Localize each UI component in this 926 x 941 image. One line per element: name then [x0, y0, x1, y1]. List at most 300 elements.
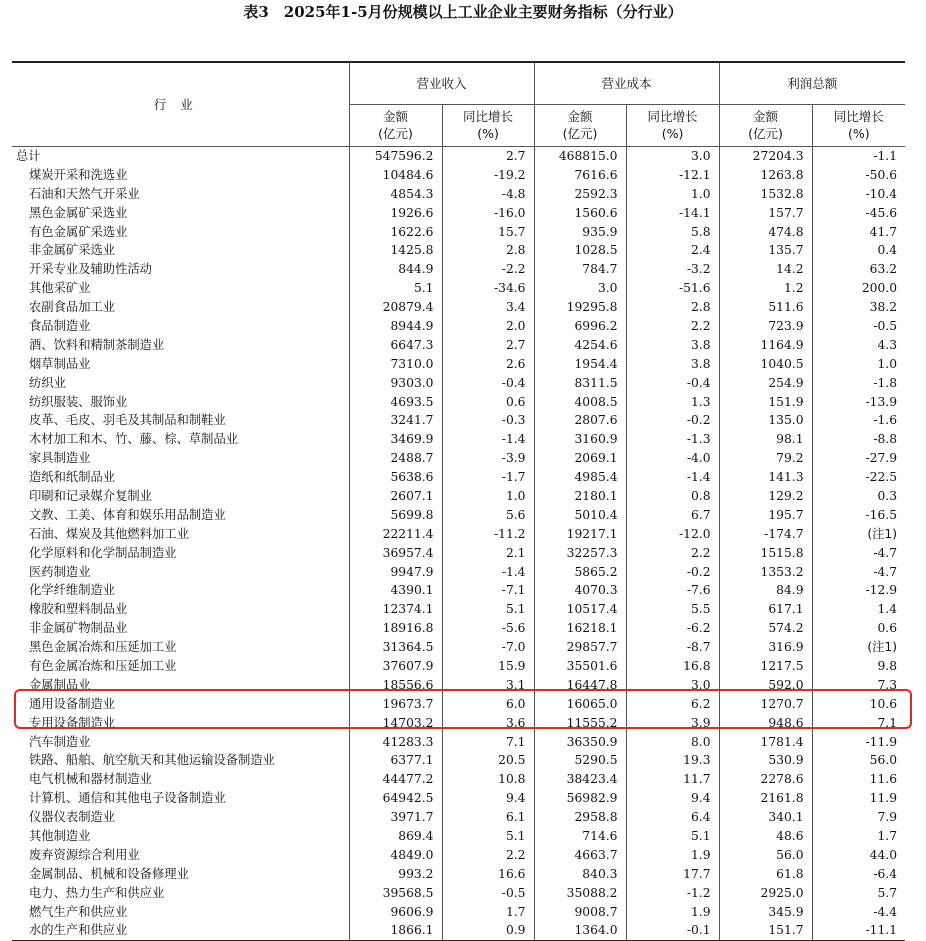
- table-row: [12, 279, 905, 298]
- cell-rev-g: 3.4: [442, 298, 534, 317]
- cell-cost-g: -1.4: [626, 468, 719, 487]
- cell-name: 燃气生产和供应业: [12, 902, 349, 921]
- cell-cost: 5290.5: [534, 751, 626, 770]
- cell-cost: 1364.0: [534, 921, 626, 940]
- cell-cost-g: 1.9: [626, 845, 719, 864]
- table-row: [12, 921, 905, 940]
- table-row: [12, 430, 905, 449]
- cell-profit-g: 44.0: [869, 847, 898, 862]
- cell-cost: 38423.4: [534, 770, 626, 789]
- cost-amount-header: 金额 (亿元): [534, 104, 626, 146]
- cell-cost-g: 2.2: [626, 543, 719, 562]
- industry-header: 行业: [12, 62, 349, 146]
- cell-cost-g: -0.2: [626, 411, 719, 430]
- cell-cost: 935.9: [534, 222, 626, 241]
- cost-header: 营业成本: [534, 62, 719, 104]
- cell-rev: 39568.5: [349, 883, 442, 902]
- cell-name: 金属制品、机械和设备修理业: [12, 864, 349, 883]
- cell-rev-g: 20.5: [442, 751, 534, 770]
- cell-name: 有色金属冶炼和压延加工业: [12, 657, 349, 676]
- table-row: [12, 165, 905, 184]
- revenue-amount-header: 金额 (亿元): [349, 104, 442, 146]
- table-row: [12, 789, 905, 808]
- table-row: [12, 751, 905, 770]
- table-row: [12, 241, 905, 260]
- cell-profit: 129.2: [719, 487, 812, 506]
- cell-rev-g: 1.7: [442, 902, 534, 921]
- cell-rev-g: -11.2: [442, 524, 534, 543]
- cell-name: 专用设备制造业: [12, 713, 349, 732]
- cell-rev: 1622.6: [349, 222, 442, 241]
- cell-profit: 1353.2: [719, 562, 812, 581]
- cell-cost: 4663.7: [534, 845, 626, 864]
- cell-name: 非金属矿采选业: [12, 241, 349, 260]
- cell-name: 橡胶和塑料制品业: [12, 600, 349, 619]
- cell-cost-g: 9.4: [626, 789, 719, 808]
- table-row: [12, 638, 905, 657]
- cell-rev-g: -7.1: [442, 581, 534, 600]
- cell-rev: 5699.8: [349, 505, 442, 524]
- cell-cost-g: 8.0: [626, 732, 719, 751]
- cell-cost-g: 3.8: [626, 335, 719, 354]
- table-row: [12, 657, 905, 676]
- cell-profit-g: -13.9: [865, 394, 898, 409]
- table-row: [12, 373, 905, 392]
- cell-rev: 14703.2: [349, 713, 442, 732]
- cell-rev: 8944.9: [349, 317, 442, 336]
- cell-cost-g: -6.2: [626, 619, 719, 638]
- cell-profit-g: -11.9: [865, 734, 898, 749]
- cell-cost-g: -1.2: [626, 883, 719, 902]
- cell-profit: 948.6: [719, 713, 812, 732]
- cell-rev: 18916.8: [349, 619, 442, 638]
- cell-cost-g: 3.8: [626, 354, 719, 373]
- cell-rev: 993.2: [349, 864, 442, 883]
- cell-profit-g: 1.0: [877, 356, 898, 371]
- cell-cost-g: -1.3: [626, 430, 719, 449]
- cell-rev: 4390.1: [349, 581, 442, 600]
- cell-profit-g: -10.4: [865, 186, 898, 201]
- cell-profit-g: -22.5: [865, 470, 898, 485]
- cell-rev-g: 3.6: [442, 713, 534, 732]
- cell-rev-g: 2.8: [442, 241, 534, 260]
- cell-cost: 6996.2: [534, 317, 626, 336]
- financial-indicators-table: [12, 61, 905, 941]
- cell-profit: 316.9: [719, 638, 812, 657]
- cell-profit: 1040.5: [719, 354, 812, 373]
- cell-profit-g: 1.7: [877, 829, 898, 843]
- cell-profit-g: -0.5: [873, 318, 898, 333]
- cell-name: 仪器仪表制造业: [12, 808, 349, 827]
- cell-name: 煤炭开采和洗选业: [12, 165, 349, 184]
- cell-profit-g: (注1): [867, 640, 898, 655]
- cell-profit-g: 0.6: [877, 621, 898, 636]
- cell-profit: 340.1: [719, 808, 812, 827]
- cell-name: 电气机械和器材制造业: [12, 770, 349, 789]
- cell-rev: 10484.6: [349, 165, 442, 184]
- cell-profit-g: -11.1: [865, 923, 898, 938]
- cell-name: 石油和天然气开采业: [12, 184, 349, 203]
- table-row: [12, 222, 905, 241]
- table-row: [12, 468, 905, 487]
- cell-profit: 1781.4: [719, 732, 812, 751]
- cell-rev-g: -1.4: [442, 430, 534, 449]
- cell-name: 汽车制造业: [12, 732, 349, 751]
- cell-name: 纺织业: [12, 373, 349, 392]
- cell-name: 农副食品加工业: [12, 298, 349, 317]
- cell-profit-g: -12.9: [865, 583, 898, 598]
- table-row: [12, 487, 905, 506]
- cell-cost-g: 5.1: [626, 827, 719, 846]
- table-row: [12, 619, 905, 638]
- cell-profit: 723.9: [719, 317, 812, 336]
- cell-profit: 141.3: [719, 468, 812, 487]
- cell-rev-g: -19.2: [442, 165, 534, 184]
- cell-rev: 31364.5: [349, 638, 442, 657]
- cell-name: 纺织服装、服饰业: [12, 392, 349, 411]
- revenue-header: 营业收入: [349, 62, 534, 104]
- profit-amount-header: 金额 (亿元): [719, 104, 812, 146]
- cell-name: 印刷和记录媒介复制业: [12, 487, 349, 506]
- cell-name: 食品制造业: [12, 317, 349, 336]
- cell-rev-g: 2.2: [442, 845, 534, 864]
- cell-cost: 840.3: [534, 864, 626, 883]
- table-row: [12, 808, 905, 827]
- cell-cost: 468815.0: [534, 146, 626, 165]
- cell-name: 医药制造业: [12, 562, 349, 581]
- cell-rev: 22211.4: [349, 524, 442, 543]
- cell-name: 通用设备制造业: [12, 694, 349, 713]
- revenue-growth-header: 同比增长 (%): [442, 104, 534, 146]
- cell-profit: 14.2: [719, 260, 812, 279]
- cell-profit: 1164.9: [719, 335, 812, 354]
- cell-profit: 56.0: [719, 845, 812, 864]
- cell-cost: 16065.0: [534, 694, 626, 713]
- cell-rev-g: 5.1: [442, 827, 534, 846]
- cell-cost-g: -4.0: [626, 449, 719, 468]
- cell-rev: 6377.1: [349, 751, 442, 770]
- cell-name: 家具制造业: [12, 449, 349, 468]
- table-row: [12, 770, 905, 789]
- cell-cost: 2958.8: [534, 808, 626, 827]
- cell-cost: 56982.9: [534, 789, 626, 808]
- cell-name: 化学原料和化学制品制造业: [12, 543, 349, 562]
- cell-rev: 844.9: [349, 260, 442, 279]
- cell-cost-g: 2.2: [626, 317, 719, 336]
- cell-cost: 32257.3: [534, 543, 626, 562]
- cell-name: 化学纤维制造业: [12, 581, 349, 600]
- cell-rev-g: 0.9: [442, 921, 534, 940]
- cell-rev-g: -34.6: [442, 279, 534, 298]
- cell-rev-g: 15.7: [442, 222, 534, 241]
- cell-cost: 1954.4: [534, 354, 626, 373]
- cell-cost-g: -7.6: [626, 581, 719, 600]
- cell-cost-g: 11.7: [626, 770, 719, 789]
- cell-rev: 18556.6: [349, 675, 442, 694]
- cell-rev-g: 1.0: [442, 487, 534, 506]
- cell-rev-g: -3.9: [442, 449, 534, 468]
- cell-name: 文教、工美、体育和娱乐用品制造业: [12, 505, 349, 524]
- cell-rev-g: 3.1: [442, 675, 534, 694]
- cell-cost-g: 17.7: [626, 864, 719, 883]
- cell-cost: 11555.2: [534, 713, 626, 732]
- cell-rev-g: 2.1: [442, 543, 534, 562]
- cell-profit-g: -4.7: [873, 564, 898, 579]
- cell-cost-g: 0.8: [626, 487, 719, 506]
- cell-profit-g: -6.4: [873, 866, 898, 881]
- cell-profit-g: 9.8: [877, 658, 898, 673]
- cell-profit-g: 10.6: [869, 696, 898, 711]
- cell-cost-g: -51.6: [626, 279, 719, 298]
- cell-rev-g: 6.1: [442, 808, 534, 827]
- cell-profit-g: 200.0: [861, 281, 898, 296]
- cell-cost: 10517.4: [534, 600, 626, 619]
- cell-profit: 617.1: [719, 600, 812, 619]
- cell-profit: 530.9: [719, 751, 812, 770]
- cell-profit-g: 63.2: [869, 262, 898, 277]
- cell-profit: 1263.8: [719, 165, 812, 184]
- cell-rev: 9606.9: [349, 902, 442, 921]
- table-row: [12, 298, 905, 317]
- cell-rev: 64942.5: [349, 789, 442, 808]
- cell-cost: 2807.6: [534, 411, 626, 430]
- cell-cost-g: 1.3: [626, 392, 719, 411]
- table-row: [12, 581, 905, 600]
- cell-cost-g: -0.2: [626, 562, 719, 581]
- cell-rev-g: -5.6: [442, 619, 534, 638]
- cell-profit: 511.6: [719, 298, 812, 317]
- cell-name: 皮革、毛皮、羽毛及其制品和制鞋业: [12, 411, 349, 430]
- cell-cost-g: 1.9: [626, 902, 719, 921]
- table-row: [12, 562, 905, 581]
- cell-rev: 3241.7: [349, 411, 442, 430]
- cell-cost-g: 6.4: [626, 808, 719, 827]
- cell-rev-g: 10.8: [442, 770, 534, 789]
- cell-rev: 869.4: [349, 827, 442, 846]
- cell-cost: 2180.1: [534, 487, 626, 506]
- cell-cost: 1028.5: [534, 241, 626, 260]
- table-row: [12, 449, 905, 468]
- cell-rev: 2488.7: [349, 449, 442, 468]
- cell-rev-g: -1.7: [442, 468, 534, 487]
- cell-cost: 784.7: [534, 260, 626, 279]
- cell-cost: 19217.1: [534, 524, 626, 543]
- cell-cost-g: -3.2: [626, 260, 719, 279]
- cell-cost: 35501.6: [534, 657, 626, 676]
- cell-cost-g: -0.4: [626, 373, 719, 392]
- cell-profit-g: -4.7: [873, 545, 898, 560]
- cell-profit-g: -50.6: [865, 167, 898, 182]
- cell-rev: 19673.7: [349, 694, 442, 713]
- cell-rev-g: 0.6: [442, 392, 534, 411]
- table-row: [12, 883, 905, 902]
- cell-cost: 16218.1: [534, 619, 626, 638]
- cell-cost-g: 5.5: [626, 600, 719, 619]
- table-title: 表3 2025年1-5月份规模以上工业企业主要财务指标（分行业）: [243, 3, 683, 21]
- cell-profit: 61.8: [719, 864, 812, 883]
- cell-name: 黑色金属冶炼和压延加工业: [12, 638, 349, 657]
- cell-profit: 27204.3: [719, 146, 812, 165]
- cell-cost-g: 3.0: [626, 675, 719, 694]
- cell-cost-g: 3.0: [626, 146, 719, 165]
- cell-cost-g: 5.8: [626, 222, 719, 241]
- table-row: [12, 317, 905, 336]
- cell-profit-g: -8.8: [873, 432, 898, 447]
- cell-name: 铁路、船舶、航空航天和其他运输设备制造业: [12, 751, 349, 770]
- cell-rev: 3469.9: [349, 430, 442, 449]
- cell-rev: 4854.3: [349, 184, 442, 203]
- cell-rev-g: -16.0: [442, 203, 534, 222]
- profit-growth-header: 同比增长 (%): [812, 104, 905, 146]
- cell-rev: 5638.6: [349, 468, 442, 487]
- cell-profit-g: 0.3: [877, 488, 898, 503]
- cell-cost-g: 1.0: [626, 184, 719, 203]
- cell-profit: -174.7: [719, 524, 812, 543]
- cell-cost-g: -12.1: [626, 165, 719, 184]
- cell-name: 烟草制品业: [12, 354, 349, 373]
- cell-name: 其他制造业: [12, 827, 349, 846]
- cell-profit-g: (注1): [867, 526, 898, 541]
- table-row: [12, 827, 905, 846]
- cell-profit-g: 56.0: [869, 753, 898, 768]
- cell-profit-g: -16.5: [865, 507, 898, 522]
- cell-cost: 4254.6: [534, 335, 626, 354]
- cell-cost-g: 3.9: [626, 713, 719, 732]
- cell-name: 黑色金属矿采选业: [12, 203, 349, 222]
- table-row: [12, 260, 905, 279]
- table-row: [12, 902, 905, 921]
- cell-rev: 12374.1: [349, 600, 442, 619]
- cell-profit-g: 38.2: [869, 300, 898, 315]
- cell-cost-g: -0.1: [626, 921, 719, 940]
- cell-cost-g: 6.7: [626, 505, 719, 524]
- cell-cost: 4985.4: [534, 468, 626, 487]
- cell-rev: 37607.9: [349, 657, 442, 676]
- cell-profit-g: 41.7: [869, 224, 898, 239]
- cell-name: 非金属矿物制品业: [12, 619, 349, 638]
- cell-profit-g: 11.9: [869, 791, 898, 806]
- cell-rev: 9303.0: [349, 373, 442, 392]
- cell-rev-g: 15.9: [442, 657, 534, 676]
- cell-name: 造纸和纸制品业: [12, 468, 349, 487]
- table-row: [12, 203, 905, 222]
- cell-profit-g: -45.6: [865, 205, 898, 220]
- cell-cost: 29857.7: [534, 638, 626, 657]
- cell-profit-g: 5.7: [877, 885, 898, 900]
- table-row: [12, 600, 905, 619]
- cell-cost-g: 6.2: [626, 694, 719, 713]
- cost-growth-header: 同比增长 (%): [626, 104, 719, 146]
- table-row: [12, 543, 905, 562]
- cell-profit-g: -1.8: [873, 375, 898, 390]
- cell-cost: 19295.8: [534, 298, 626, 317]
- cell-profit: 135.0: [719, 411, 812, 430]
- cell-cost: 36350.9: [534, 732, 626, 751]
- cell-rev-g: -1.4: [442, 562, 534, 581]
- cell-name: 有色金属矿采选业: [12, 222, 349, 241]
- cell-profit: 84.9: [719, 581, 812, 600]
- cell-profit: 1515.8: [719, 543, 812, 562]
- cell-profit: 1270.7: [719, 694, 812, 713]
- cell-rev: 1425.8: [349, 241, 442, 260]
- table-row: [12, 505, 905, 524]
- table-row: [12, 524, 905, 543]
- cell-cost: 9008.7: [534, 902, 626, 921]
- cell-cost-g: -8.7: [626, 638, 719, 657]
- cell-rev-g: -4.8: [442, 184, 534, 203]
- cell-rev-g: 7.1: [442, 732, 534, 751]
- table-row: [12, 354, 905, 373]
- cell-rev: 1926.6: [349, 203, 442, 222]
- cell-rev: 3971.7: [349, 808, 442, 827]
- cell-rev-g: 6.0: [442, 694, 534, 713]
- cell-rev-g: 2.0: [442, 317, 534, 336]
- cell-profit-g: -27.9: [865, 451, 898, 466]
- cell-profit: 345.9: [719, 902, 812, 921]
- cell-profit: 98.1: [719, 430, 812, 449]
- cell-profit: 2925.0: [719, 883, 812, 902]
- cell-profit-g: 1.4: [877, 602, 898, 617]
- cell-rev-g: -0.3: [442, 411, 534, 430]
- cell-rev: 547596.2: [349, 146, 442, 165]
- cell-profit: 157.7: [719, 203, 812, 222]
- cell-rev: 2607.1: [349, 487, 442, 506]
- cell-name: 石油、煤炭及其他燃料加工业: [12, 524, 349, 543]
- cell-rev: 1866.1: [349, 921, 442, 940]
- cell-profit: 2161.8: [719, 789, 812, 808]
- cell-cost-g: 2.8: [626, 298, 719, 317]
- cell-cost-g: -14.1: [626, 203, 719, 222]
- cell-cost: 2069.1: [534, 449, 626, 468]
- cell-cost: 3.0: [534, 279, 626, 298]
- cell-profit: 48.6: [719, 827, 812, 846]
- cell-cost-g: 16.8: [626, 657, 719, 676]
- cell-cost: 35088.2: [534, 883, 626, 902]
- cell-cost: 8311.5: [534, 373, 626, 392]
- cell-profit-g: -1.6: [873, 413, 898, 428]
- cell-cost: 1560.6: [534, 203, 626, 222]
- table-row: [12, 864, 905, 883]
- cell-profit: 195.7: [719, 505, 812, 524]
- cell-rev-g: 16.6: [442, 864, 534, 883]
- cell-rev-g: 5.1: [442, 600, 534, 619]
- cell-name: 计算机、通信和其他电子设备制造业: [12, 789, 349, 808]
- cell-rev: 41283.3: [349, 732, 442, 751]
- cell-rev-g: 2.6: [442, 354, 534, 373]
- cell-cost-g: -12.0: [626, 524, 719, 543]
- cell-rev: 36957.4: [349, 543, 442, 562]
- cell-profit-g: 0.4: [877, 243, 898, 258]
- table-row: [12, 335, 905, 354]
- cell-rev: 9947.9: [349, 562, 442, 581]
- cell-profit: 1217.5: [719, 657, 812, 676]
- cell-rev-g: -2.2: [442, 260, 534, 279]
- cell-profit: 135.7: [719, 241, 812, 260]
- cell-profit: 151.9: [719, 392, 812, 411]
- cell-cost: 3160.9: [534, 430, 626, 449]
- cell-cost: 4070.3: [534, 581, 626, 600]
- cell-cost-g: 2.4: [626, 241, 719, 260]
- cell-cost: 714.6: [534, 827, 626, 846]
- cell-cost: 2592.3: [534, 184, 626, 203]
- cell-rev-g: 9.4: [442, 789, 534, 808]
- cell-profit: 79.2: [719, 449, 812, 468]
- highlight-box: [14, 689, 912, 729]
- cell-rev: 4693.5: [349, 392, 442, 411]
- profit-header: 利润总额: [719, 62, 905, 104]
- cell-cost: 5010.4: [534, 505, 626, 524]
- cell-name: 开采专业及辅助性活动: [12, 260, 349, 279]
